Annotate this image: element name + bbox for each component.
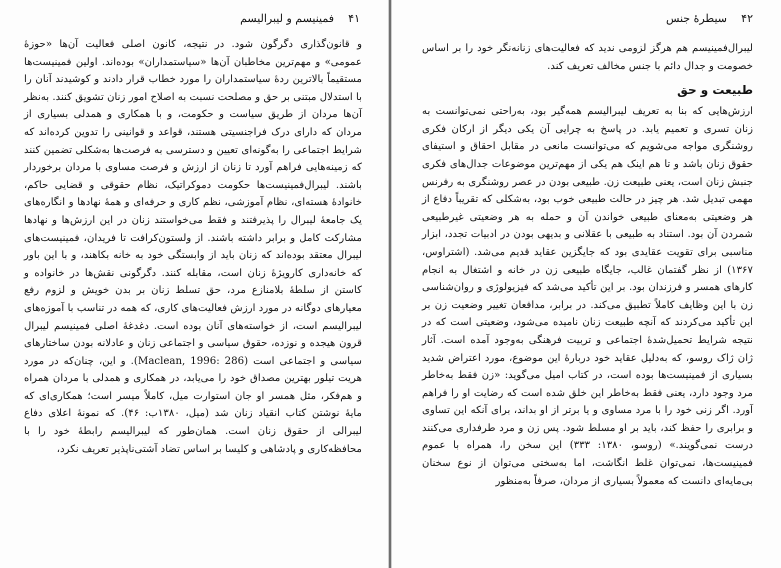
left-page xyxy=(0,0,389,568)
running-title-right: سیطرهٔ جنس xyxy=(665,12,727,25)
page-number-left: ۴۱ xyxy=(348,12,360,25)
left-page-body xyxy=(24,36,362,458)
body-paragraph: و قانون‌گذاری دگرگون شود. در نتیجه، کانون اصلی فعالیت آن‌ها «حوزهٔ عمومی» و مهم‌ترین مخاطبان آن‌ها «سیاستمداران» بوده‌اند. اولین فمینیست‌ها مستقیماً بالاترین ردهٔ سیاستمداران را مورد خطاب قرار دادند و کوشیدند آنان را با استدلال مبتنی بر حق و مصلحت نسبت به اصلاح امور زنان تشویق کنند. به‌نظر آن‌ها مردان از طریق سیاست و حکومت، و با همکاری و همدلی بسیاری از مردان که دارای درک فراجنسیتی هستند، قواعد و قوانینی را تدوین کرده‌اند که شرایط اجتماعی را به‌گونه‌ای تعیین و دسترسی به فرصت‌ها به‌شکلی تضمین کنند که زمینه‌هایی فراهم آورد تا زنان از ارزش و فرصت مساوی با مردان برخوردار باشند. لیبرال‌فمینیست‌ها حکومت دموکراتیک، نظام حقوقی و قضایی حاکم، خانوادهٔ هسته‌ای، نظام آموزشی، نظم کاری و حرفه‌ای و همهٔ نهادها و انگاره‌های یک جامعهٔ لیبرال را پذیرفتند و فقط می‌خواستند زنان در این ارزش‌ها و نهادها مشارکت کامل و برابر داشته باشند. از ولستون‌کرافت تا فریدان، فمینیست‌های لیبرال معتقد بوده‌اند که زنان باید از وابستگی خود به خانه بکاهند، و با این باور که خانه‌داری کارویژهٔ زنان است، مقابله کنند. دگرگونی نقش‌ها در خانواده و کاستن از سلطهٔ بلامنازع مرد، حق تسلط زنان بر بدن خویش و لزوم رفع معیارهای دوگانه در مورد ارزش فعالیت‌های کاری، که همه در تناسب با آموزه‌های لیبرالیسم است، از خواسته‌های آنان بوده است. دغدغهٔ اصلی فمینیسم لیبرال قرون هیجده و نوزده، حقوق سیاسی و اجتماعی زنان و عادلانه بودن ساختارهای سیاسی و اجتماعی است (Maclean, 1996: 286). و این، چنان‌که در مورد هریت تیلور بهترین مصداق خود را می‌یابد، در همکاری و همدلی با مردان همراه و هم‌فکر، مثل همسر او جان استوارت میل، کاملاً میسر است؛ همکاری‌ای که مایهٔ نوشتن کتاب انقیاد زنان شد (میل، ۱۳۸۰ب: ۴۶). که نمونهٔ اعلای دفاع لیبرالی از حقوق زنان است. همان‌طور که لیبرالیسم رابطهٔ خود را با محافظه‌کاری و پادشاهی و کلیسا بر اساس تضاد آشتی‌ناپذیر تعریف نکرد، xyxy=(24,39,363,455)
body-paragraph: ارزش‌هایی که بنا به تعریف لیبرالیسم همه‌گیر بود، به‌راحتی نمی‌توانست به زنان تسری و تعمیم یابد. در پاسخ به چرایی آن یکی دیگر از ارکان فکری روشنگری مواجه می‌شویم که می‌توانست مانعی در مقابل احقاق و استیفای حقوق زنان باشد و تا هم اینک هم یکی از مهم‌ترین موضوعات جدال‌های فکری جنبش زنان است، یعنی طبیعت زن. طبیعی بودن در عصر روشنگری به رفرنس مهمی تبدیل شد. هر چیز در حالت طبیعی خوب بود، به‌شکلی که تقریباً دفاع از هر وضعیتی به‌معنای طبیعی خواندن آن و حمله به هر وضعیتی غیرطبیعی شمردن آن بود. استناد به طبیعی با عقلانی و بدیهی بودن در ادبیات تجدد، ابزار مناسبی برای تقویت عقایدی بود که جایگزین عقاید قدیم می‌شد. (اشتراوس، ۱۳۶۷) از نظر گفتمان غالب، جایگاه طبیعی زن در خانه و اشتغال به انجام کارهای همسر و فرزندان بود. بر این تأکید می‌شد که فیزیولوژی و روان‌شناسی زن با این وظایف کاملاً تطبیق می‌کند. در برابر، مدافعان تغییر وضعیت زن بر این تأکید می‌کردند که آنچه طبیعت زنان نامیده می‌شود، وضعیتی است که در نتیجه شرایط تحمیل‌شدهٔ اجتماعی و تربیت فرهنگی به‌وجود آمده است. آثار ژان ژاک روسو، که به‌دلیل عقاید خود دربارهٔ این موضوع، مورد اعتراض شدید بسیاری از فمینیست‌ها بوده است، در کتاب امیل می‌گوید: «زن فقط به‌خاطر مرد وجود دارد، یعنی فقط به‌خاطر این خلق شده است که رضایت او را فراهم آورد. اگر زنی خود را با مرد مساوی و یا برتر از او بداند، برای آنکه این تساوی و برابری را حفظ کند، باید بر او مسلط شود. پس زن و مرد طرفداری می‌کنند درست نمی‌گویند.» (روسو، ۱۳۸۰: ۳۳۳) این سخن را، همراه با عموم فمینیست‌ها، نمی‌توان غلط انگاشت، اما به‌سختی می‌توان از نوع سخنان بی‌مایه‌ای دانست که معمولاً بسیاری از مردان، صرفاً به‌منظور xyxy=(422,106,754,487)
right-page-body xyxy=(422,40,753,490)
left-page-header xyxy=(28,12,360,28)
right-page-header xyxy=(420,12,753,28)
right-page xyxy=(391,0,781,568)
page-number-right: ۴۲ xyxy=(741,12,753,25)
section-heading: طبیعت و حق xyxy=(677,83,753,98)
body-paragraph: لیبرال‌فمینیسم هم هرگز لزومی ندید که فعالیت‌های زنانه‌نگر خود را بر اساس خصومت و جدال دائم با جنس مخالف تعریف کند. xyxy=(422,43,753,72)
running-title-left: فمینیسم و لیبرالیسم xyxy=(240,12,334,25)
